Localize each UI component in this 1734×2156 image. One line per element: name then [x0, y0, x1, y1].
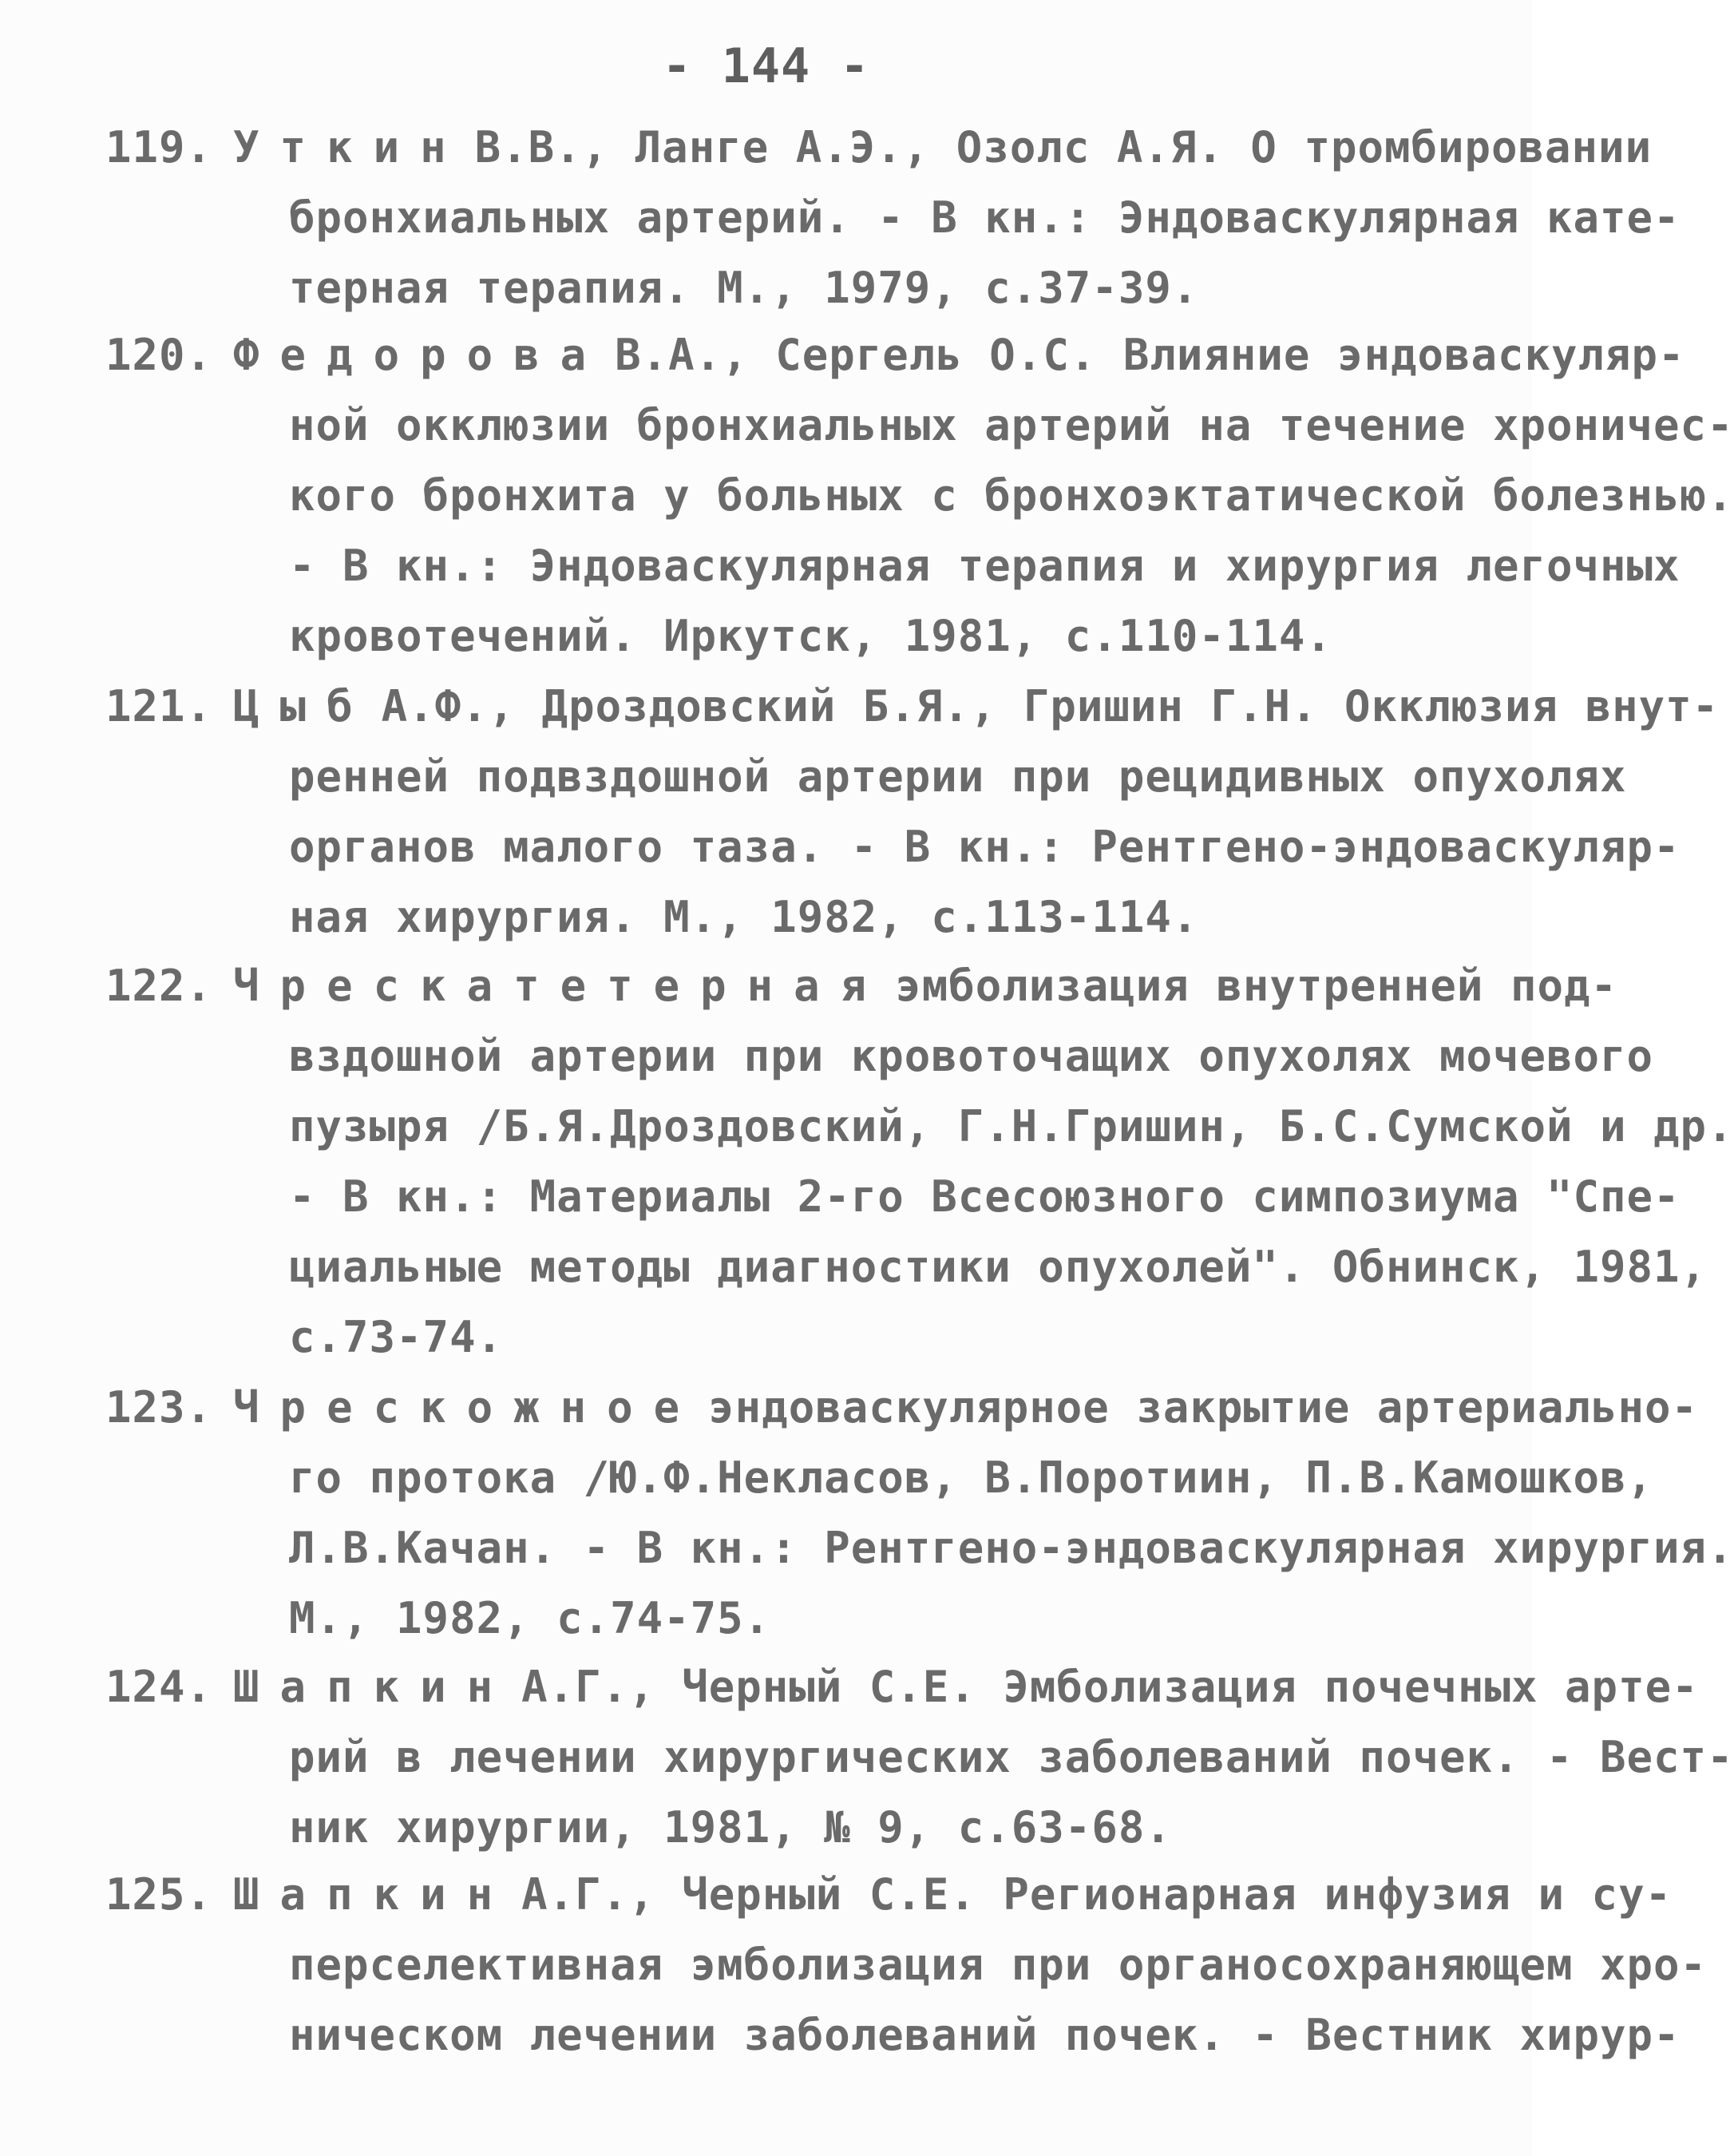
- entry-first-line: [105, 1380, 1698, 1436]
- entry-text: эндоваскулярное закрытие артериально-: [708, 1382, 1699, 1433]
- entry-line: рий в лечении хирургических заболеваний почек. - Вест-: [289, 1732, 1734, 1782]
- entry-line: - В кн.: Материалы 2-го Всесоюзного симпозиума "Спе-: [289, 1171, 1681, 1222]
- entry-line: кого бронхита у больных с бронхоэктатической болезнью.: [289, 470, 1734, 521]
- entry-text: В.А., Сергель О.С. Влияние эндоваскуляр-: [615, 330, 1685, 380]
- entry-text: А.Г., Черный С.Е. Эмболизация почечных арте-: [521, 1662, 1699, 1712]
- entry-first-line: [105, 327, 1685, 383]
- entry-first-line: [105, 1659, 1699, 1715]
- entry-line: пузыря /Б.Я.Дроздовский, Г.Н.Гришин, Б.С.Сумской и др.: [289, 1101, 1734, 1151]
- entry-text: А.Г., Черный С.Е. Регионарная инфузия и су-: [521, 1869, 1673, 1920]
- entry-line: вздошной артерии при кровоточащих опухолях мочевого: [289, 1031, 1654, 1081]
- entry-text: эмболизация внутренней под-: [895, 961, 1617, 1011]
- entry-number: 122.: [105, 961, 213, 1011]
- entry-line: бронхиальных артерий. - В кн.: Эндоваскулярная кате-: [289, 192, 1681, 243]
- entry-author: Чрескатетерная: [233, 961, 888, 1011]
- entry-first-line: [105, 120, 1652, 176]
- entry-number: 121.: [105, 681, 213, 731]
- entry-line: органов малого таза. - В кн.: Рентгено-эндоваскуляр-: [289, 822, 1681, 872]
- entry-line: ник хирургии, 1981, № 9, с.63-68.: [289, 1802, 1172, 1853]
- entry-line: терная терапия. М., 1979, с.37-39.: [289, 263, 1199, 313]
- entry-line: ническом лечении заболеваний почек. - Вестник хирур-: [289, 2010, 1681, 2060]
- entry-line: циальные методы диагностики опухолей". Обнинск, 1981,: [289, 1242, 1708, 1292]
- entry-line: - В кн.: Эндоваскулярная терапия и хирургия легочных: [289, 541, 1681, 591]
- entry-author: Чрескожное: [233, 1382, 701, 1433]
- entry-line: ной окклюзии бронхиальных артерий на течение хроничес-: [289, 400, 1734, 450]
- entry-author: Цыб: [233, 681, 374, 731]
- entry-line: кровотечений. Иркутск, 1981, с.110-114.: [289, 611, 1332, 661]
- entry-number: 123.: [105, 1382, 213, 1433]
- entry-text: А.Ф., Дроздовский Б.Я., Гришин Г.Н. Окклюзия внут-: [381, 681, 1720, 731]
- entry-line: ренней подвздошной артерии при рецидивных опухолях: [289, 751, 1627, 802]
- entry-first-line: [105, 1867, 1672, 1923]
- entry-number: 119.: [105, 122, 213, 172]
- entry-author: Федорова: [233, 330, 608, 380]
- entry-line: М., 1982, с.74-75.: [289, 1593, 771, 1643]
- entry-number: 120.: [105, 330, 213, 380]
- entry-first-line: [105, 679, 1719, 735]
- entry-number: 124.: [105, 1662, 213, 1712]
- entry-author: Шапкин: [233, 1662, 514, 1712]
- entry-first-line: [105, 958, 1617, 1014]
- entry-line: ная хирургия. М., 1982, с.113-114.: [289, 892, 1199, 942]
- entry-line: Л.В.Качан. - В кн.: Рентгено-эндоваскулярная хирургия.: [289, 1523, 1734, 1573]
- entry-line: перселективная эмболизация при органосохраняющем хро-: [289, 1940, 1708, 1990]
- entry-number: 125.: [105, 1869, 213, 1920]
- entry-line: го протока /Ю.Ф.Некласов, В.Поротиин, П.В.Камошков,: [289, 1453, 1654, 1503]
- page-number: - 144 -: [662, 38, 870, 94]
- entry-text: В.В., Ланге А.Э., Озолс А.Я. О тромбировании: [474, 122, 1653, 172]
- entry-author: Шапкин: [233, 1869, 514, 1920]
- entry-line: с.73-74.: [289, 1312, 504, 1362]
- entry-author: Уткин: [233, 122, 467, 172]
